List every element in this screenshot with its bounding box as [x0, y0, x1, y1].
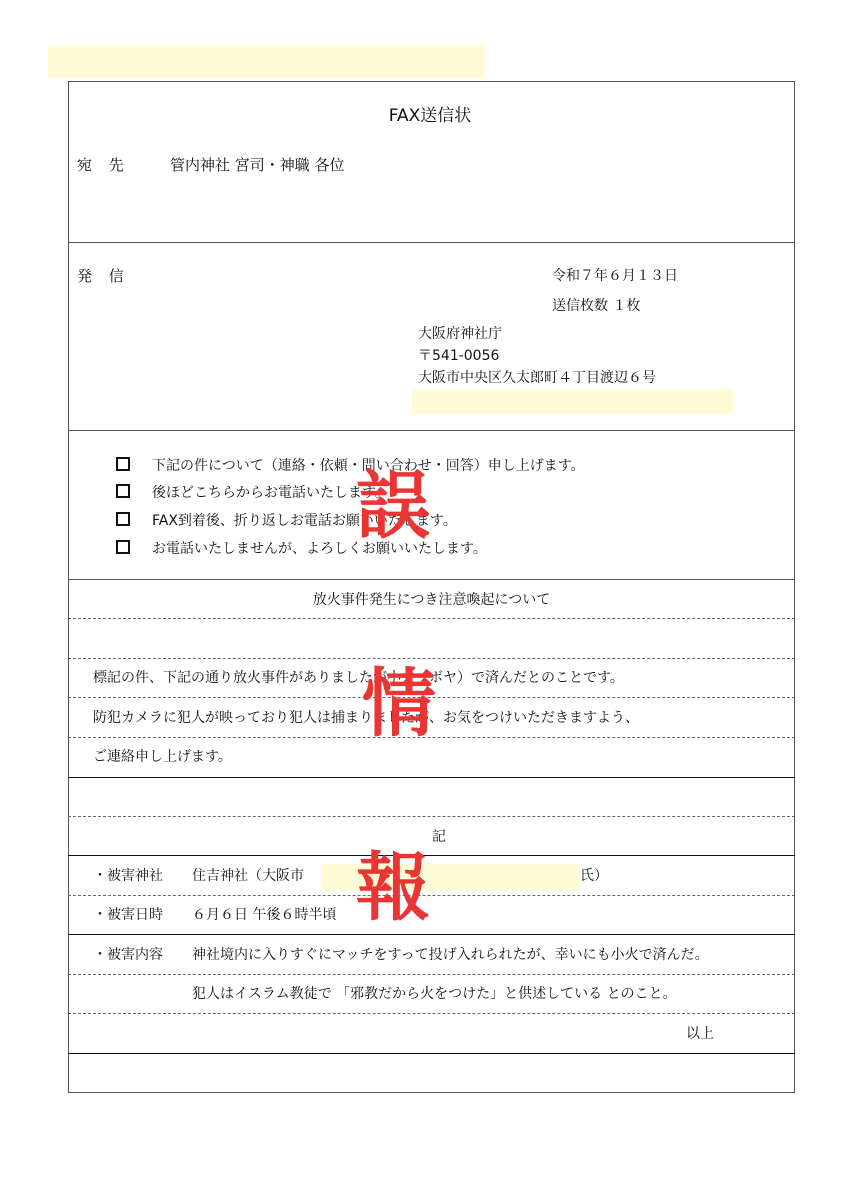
- sender-address: 大阪市中央区久太郎町４丁目渡辺６号: [418, 370, 656, 386]
- send-date: 令和７年６月１３日: [552, 268, 678, 284]
- body-line-3: ご連絡申し上げます。: [93, 749, 232, 765]
- content-value-2: 犯人はイスラム教徒で 「邪教だから火をつけた」と供述している とのこと。: [192, 986, 677, 1002]
- to-label: 宛 先: [77, 156, 130, 174]
- rule-1: [68, 618, 795, 619]
- body-line-2: 防犯カメラに犯人が映っており犯人は捕まりましたが、お気をつけいただきますよう、: [93, 710, 639, 726]
- rule-10: [68, 974, 795, 975]
- checklist-item-3: FAX到着後、折り返しお電話お願いいたします。: [152, 513, 457, 529]
- fax-frame: [68, 81, 795, 1093]
- shrine-suffix: 氏）: [580, 868, 608, 884]
- highlight-top: [48, 45, 485, 78]
- stamp-char-2: 情: [362, 661, 436, 747]
- shrine-value: 住吉神社（大阪市: [192, 868, 304, 884]
- divider-sender: [68, 430, 795, 431]
- divider-checklist: [68, 579, 795, 580]
- stamp-char-1: 誤: [356, 463, 430, 549]
- rule-11: [68, 1013, 795, 1014]
- content-value: 神社境内に入りすぐにマッチをすって投げ入れられたが、幸いにも小火で済んだ。: [192, 947, 709, 963]
- checkbox-3[interactable]: [116, 512, 130, 526]
- rule-9: [68, 934, 795, 935]
- record-label: 記: [432, 829, 446, 845]
- sender-org: 大阪府神社庁: [418, 326, 502, 342]
- rule-2: [68, 658, 795, 659]
- sender-label: 発 信: [77, 267, 130, 285]
- rule-7: [68, 855, 795, 856]
- shrine-label: ・被害神社: [93, 868, 163, 884]
- page-count: 送信枚数 １枚: [552, 298, 641, 314]
- subject: 放火事件発生につき注意喚起について: [312, 592, 551, 608]
- checklist-item-1: 下記の件について（連絡・依頼・問い合わせ・回答）申し上げます。: [152, 458, 585, 474]
- rule-12: [68, 1053, 795, 1054]
- date-value: ６月６日 午後６時半頃: [192, 907, 337, 923]
- checkbox-4[interactable]: [116, 540, 130, 554]
- rule-5: [68, 777, 795, 778]
- date-label: ・被害日時: [93, 907, 163, 923]
- sender-postal: 〒541-0056: [418, 348, 500, 364]
- body-line-1: 標記の件、下記の通り放火事件がありましたが小火（ボヤ）で済んだとのことです。: [93, 670, 624, 686]
- page-title: FAX送信状: [388, 106, 472, 126]
- checkbox-1[interactable]: [116, 457, 130, 471]
- closing: 以上: [686, 1026, 714, 1042]
- checkbox-2[interactable]: [116, 484, 130, 498]
- to-value: 管内神社 宮司・神職 各位: [170, 156, 345, 174]
- rule-8: [68, 895, 795, 896]
- content-label: ・被害内容: [93, 947, 163, 963]
- divider-header: [68, 242, 795, 243]
- stamp-char-3: 報: [356, 845, 430, 931]
- rule-6: [68, 816, 795, 817]
- checklist-item-2: 後ほどこちらからお電話いたします。: [152, 485, 389, 501]
- checklist-item-4: お電話いたしませんが、よろしくお願いいたします。: [152, 541, 487, 557]
